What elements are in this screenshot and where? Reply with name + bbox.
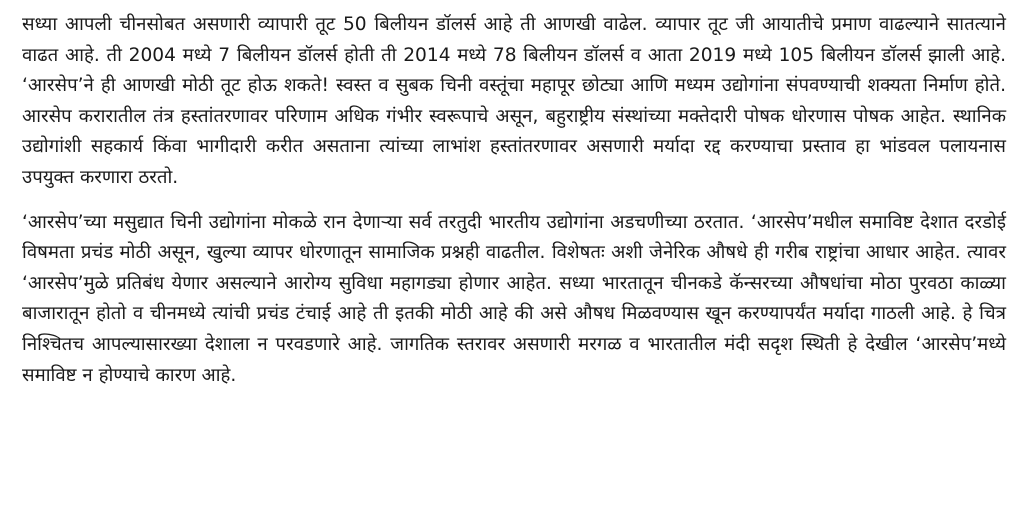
paragraph-rcep-impact: ‘आरसेप’च्या मसुद्यात चिनी उद्योगांना मोकळे रान देणाऱ्या सर्व तरतुदी भारतीय उद्योगांना अडचणीच्या ठरतात. ‘आरसेप’मधील समाविष्ट देशात दरडोई विषमता प्रचंड मोठी असून, खुल्या व्यापर धोरणातून सामाजिक प्रश्नही वाढतील. विशेषतः अशी जेनेरिक औषधे ही गरीब राष्ट्रांचा आधार आहेत. त्यावर ‘आरसेप’मुळे प्रतिबंध येणार असल्याने आरोग्य सुविधा महागड्या होणार आहेत. सध्या भारतातून चीनकडे कॅन्सरच्या औषधांचा मोठा पुरवठा काळ्या बाजारातून होतो व चीनमध्ये त्यांची प्रचंड टंचाई आहे ती इतकी मोठी आहे की असे औषध मिळवण्यास खून करण्यापर्यंत मर्यादा गाठली आहे. हे चित्र निश्चितच आपल्यासारख्या देशाला न परवडणारे आहे. जागतिक स्तरावर असणारी मरगळ व भारतातील मंदी सदृश स्थिती हे देखील ‘आरसेप’मध्ये समाविष्ट न होण्याचे कारण आहे. [22,211,1006,386]
paragraph-trade-deficit: सध्या आपली चीनसोबत असणारी व्यापारी तूट 50 बिलीयन डॉलर्स आहे ती आणखी वाढेल. व्यापार तूट जी आयातीचे प्रमाण वाढल्याने सातत्याने वाढत आहे. ती 2004 मध्ये 7 बिलीयन डॉलर्स होती ती 2014 मध्ये 78 बिलीयन डॉलर्स व आता 2019 मध्ये 105 बिलीयन डॉलर्स झाली आहे. ‘आरसेप’ने ही आणखी मोठी तूट होऊ शकते! स्वस्त व सुबक चिनी वस्तूंचा महापूर छोट्या आणि मध्यम उद्योगांना संपवण्याची शक्यता निर्माण होते. आरसेप करारातील तंत्र हस्तांतरणावर परिणाम अधिक गंभीर स्वरूपाचे असून, बहुराष्ट्रीय संस्थांच्या मक्तेदारी पोषक धोरणास पोषक आहेत. स्थानिक उद्योगांशी सहकार्य किंवा भागीदारी करीत असताना त्यांच्या लाभांश हस्तांतरणावर असणारी मर्यादा रद्द करण्याचा प्रस्ताव हा भांडवल पलायनास उपयुक्त करणारा ठरतो. [22,14,1006,188]
